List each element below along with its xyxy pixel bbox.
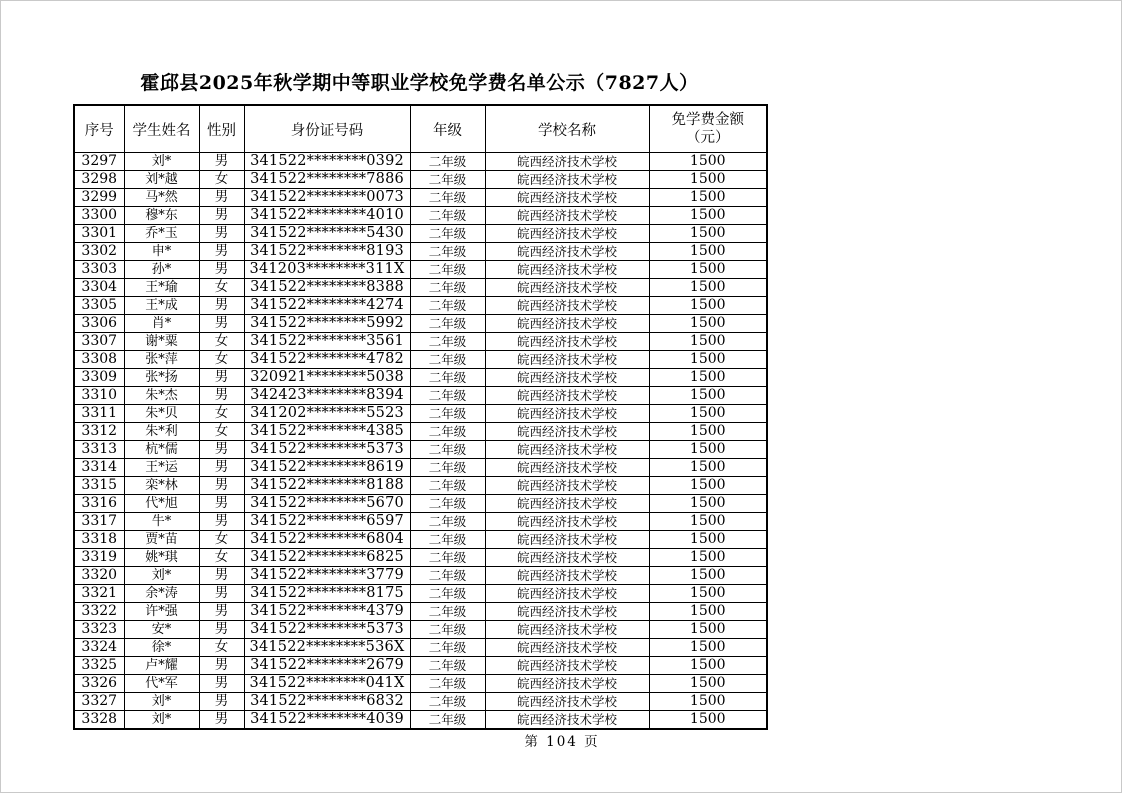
- cell-grade: 二年级: [410, 585, 485, 603]
- cell-gender: 女: [199, 531, 244, 549]
- cell-seq: 3303: [74, 261, 124, 279]
- cell-grade: 二年级: [410, 639, 485, 657]
- cell-school: 皖西经济技术学校: [485, 171, 649, 189]
- cell-gender: 男: [199, 441, 244, 459]
- cell-gender: 女: [199, 405, 244, 423]
- table-row: [74, 711, 767, 730]
- exemption-roster-table: [73, 104, 768, 730]
- cell-amount: 1500: [649, 711, 767, 730]
- cell-gender: 男: [199, 693, 244, 711]
- cell-gender: 女: [199, 423, 244, 441]
- cell-school: 皖西经济技术学校: [485, 549, 649, 567]
- cell-name: 徐*: [124, 639, 199, 657]
- column-header-seq: 序号: [74, 105, 124, 153]
- cell-grade: 二年级: [410, 621, 485, 639]
- table-row: [74, 459, 767, 477]
- cell-school: 皖西经济技术学校: [485, 297, 649, 315]
- table-row: [74, 351, 767, 369]
- cell-name: 栾*林: [124, 477, 199, 495]
- column-header-school: 学校名称: [485, 105, 649, 153]
- cell-name: 张*扬: [124, 369, 199, 387]
- cell-seq: 3314: [74, 459, 124, 477]
- cell-gender: 女: [199, 333, 244, 351]
- cell-id: 342423********8394: [244, 387, 410, 405]
- cell-id: 341522********5373: [244, 621, 410, 639]
- cell-amount: 1500: [649, 441, 767, 459]
- cell-id: 341522********3561: [244, 333, 410, 351]
- cell-gender: 男: [199, 675, 244, 693]
- cell-amount: 1500: [649, 675, 767, 693]
- cell-school: 皖西经济技术学校: [485, 333, 649, 351]
- table-row: [74, 657, 767, 675]
- cell-amount: 1500: [649, 567, 767, 585]
- cell-name: 申*: [124, 243, 199, 261]
- cell-grade: 二年级: [410, 333, 485, 351]
- cell-grade: 二年级: [410, 261, 485, 279]
- cell-name: 谢*粟: [124, 333, 199, 351]
- cell-seq: 3325: [74, 657, 124, 675]
- cell-name: 刘*: [124, 567, 199, 585]
- cell-gender: 男: [199, 495, 244, 513]
- cell-id: 341203********311X: [244, 261, 410, 279]
- cell-name: 贾*苗: [124, 531, 199, 549]
- cell-id: 341522********3779: [244, 567, 410, 585]
- cell-seq: 3305: [74, 297, 124, 315]
- cell-name: 余*涛: [124, 585, 199, 603]
- cell-id: 341522********4379: [244, 603, 410, 621]
- cell-seq: 3308: [74, 351, 124, 369]
- cell-gender: 男: [199, 603, 244, 621]
- cell-grade: 二年级: [410, 405, 485, 423]
- cell-seq: 3327: [74, 693, 124, 711]
- cell-gender: 男: [199, 153, 244, 171]
- cell-amount: 1500: [649, 333, 767, 351]
- cell-grade: 二年级: [410, 495, 485, 513]
- cell-amount: 1500: [649, 207, 767, 225]
- cell-gender: 男: [199, 207, 244, 225]
- column-header-amount-line1: 免学费金额: [671, 111, 744, 128]
- cell-school: 皖西经济技术学校: [485, 531, 649, 549]
- cell-seq: 3306: [74, 315, 124, 333]
- cell-seq: 3312: [74, 423, 124, 441]
- table-row: [74, 567, 767, 585]
- table-row: [74, 531, 767, 549]
- cell-name: 刘*: [124, 153, 199, 171]
- cell-seq: 3299: [74, 189, 124, 207]
- cell-amount: 1500: [649, 423, 767, 441]
- cell-seq: 3324: [74, 639, 124, 657]
- cell-gender: 男: [199, 315, 244, 333]
- cell-gender: 男: [199, 261, 244, 279]
- cell-school: 皖西经济技术学校: [485, 423, 649, 441]
- table-row: [74, 675, 767, 693]
- cell-amount: 1500: [649, 495, 767, 513]
- cell-seq: 3322: [74, 603, 124, 621]
- cell-grade: 二年级: [410, 603, 485, 621]
- cell-gender: 男: [199, 585, 244, 603]
- cell-amount: 1500: [649, 477, 767, 495]
- cell-gender: 女: [199, 279, 244, 297]
- cell-gender: 男: [199, 387, 244, 405]
- cell-amount: 1500: [649, 603, 767, 621]
- cell-amount: 1500: [649, 513, 767, 531]
- cell-school: 皖西经济技术学校: [485, 513, 649, 531]
- cell-gender: 女: [199, 351, 244, 369]
- cell-school: 皖西经济技术学校: [485, 441, 649, 459]
- table-row: [74, 225, 767, 243]
- cell-name: 王*成: [124, 297, 199, 315]
- cell-grade: 二年级: [410, 423, 485, 441]
- cell-seq: 3318: [74, 531, 124, 549]
- cell-grade: 二年级: [410, 225, 485, 243]
- cell-school: 皖西经济技术学校: [485, 675, 649, 693]
- cell-name: 代*军: [124, 675, 199, 693]
- cell-gender: 男: [199, 513, 244, 531]
- cell-name: 姚*琪: [124, 549, 199, 567]
- cell-grade: 二年级: [410, 315, 485, 333]
- cell-school: 皖西经济技术学校: [485, 639, 649, 657]
- cell-seq: 3316: [74, 495, 124, 513]
- cell-seq: 3319: [74, 549, 124, 567]
- cell-school: 皖西经济技术学校: [485, 405, 649, 423]
- cell-amount: 1500: [649, 243, 767, 261]
- cell-school: 皖西经济技术学校: [485, 567, 649, 585]
- table-row: [74, 297, 767, 315]
- cell-amount: 1500: [649, 189, 767, 207]
- cell-school: 皖西经济技术学校: [485, 585, 649, 603]
- cell-seq: 3323: [74, 621, 124, 639]
- table-row: [74, 549, 767, 567]
- cell-grade: 二年级: [410, 693, 485, 711]
- cell-seq: 3301: [74, 225, 124, 243]
- cell-school: 皖西经济技术学校: [485, 657, 649, 675]
- cell-name: 许*强: [124, 603, 199, 621]
- cell-school: 皖西经济技术学校: [485, 711, 649, 730]
- cell-grade: 二年级: [410, 567, 485, 585]
- cell-name: 刘*: [124, 693, 199, 711]
- cell-school: 皖西经济技术学校: [485, 279, 649, 297]
- cell-school: 皖西经济技术学校: [485, 225, 649, 243]
- cell-amount: 1500: [649, 387, 767, 405]
- cell-name: 穆*东: [124, 207, 199, 225]
- cell-grade: 二年级: [410, 369, 485, 387]
- cell-grade: 二年级: [410, 531, 485, 549]
- cell-id: 341522********8175: [244, 585, 410, 603]
- cell-amount: 1500: [649, 621, 767, 639]
- cell-seq: 3317: [74, 513, 124, 531]
- cell-seq: 3313: [74, 441, 124, 459]
- cell-amount: 1500: [649, 153, 767, 171]
- cell-id: 341522********4039: [244, 711, 410, 730]
- table-row: [74, 513, 767, 531]
- cell-gender: 女: [199, 549, 244, 567]
- cell-id: 341522********5430: [244, 225, 410, 243]
- cell-gender: 男: [199, 459, 244, 477]
- cell-grade: 二年级: [410, 189, 485, 207]
- cell-gender: 男: [199, 243, 244, 261]
- cell-amount: 1500: [649, 459, 767, 477]
- cell-grade: 二年级: [410, 279, 485, 297]
- column-header-gender: 性别: [199, 105, 244, 153]
- table-row: [74, 603, 767, 621]
- table-row: [74, 495, 767, 513]
- table-row: [74, 279, 767, 297]
- cell-grade: 二年级: [410, 297, 485, 315]
- table-row: [74, 693, 767, 711]
- cell-seq: 3302: [74, 243, 124, 261]
- cell-id: 341522********536X: [244, 639, 410, 657]
- cell-id: 341522********6832: [244, 693, 410, 711]
- cell-school: 皖西经济技术学校: [485, 243, 649, 261]
- cell-name: 张*萍: [124, 351, 199, 369]
- cell-name: 代*旭: [124, 495, 199, 513]
- cell-amount: 1500: [649, 351, 767, 369]
- cell-amount: 1500: [649, 549, 767, 567]
- cell-id: 341522********5670: [244, 495, 410, 513]
- cell-gender: 男: [199, 369, 244, 387]
- cell-seq: 3311: [74, 405, 124, 423]
- cell-gender: 男: [199, 621, 244, 639]
- cell-id: 341522********8188: [244, 477, 410, 495]
- cell-id: 341522********5992: [244, 315, 410, 333]
- cell-id: 320921********5038: [244, 369, 410, 387]
- table-row: [74, 153, 767, 171]
- cell-id: 341522********0392: [244, 153, 410, 171]
- cell-id: 341202********5523: [244, 405, 410, 423]
- cell-grade: 二年级: [410, 477, 485, 495]
- cell-id: 341522********8388: [244, 279, 410, 297]
- cell-amount: 1500: [649, 171, 767, 189]
- table-row: [74, 333, 767, 351]
- cell-grade: 二年级: [410, 153, 485, 171]
- cell-gender: 男: [199, 225, 244, 243]
- cell-gender: 男: [199, 477, 244, 495]
- cell-id: 341522********5373: [244, 441, 410, 459]
- page-title: 霍邱县2025年秋学期中等职业学校免学费名单公示（7827人）: [140, 72, 699, 94]
- cell-gender: 男: [199, 189, 244, 207]
- cell-name: 王*运: [124, 459, 199, 477]
- column-header-grade: 年级: [410, 105, 485, 153]
- cell-seq: 3310: [74, 387, 124, 405]
- cell-name: 卢*耀: [124, 657, 199, 675]
- cell-school: 皖西经济技术学校: [485, 459, 649, 477]
- cell-grade: 二年级: [410, 657, 485, 675]
- cell-amount: 1500: [649, 297, 767, 315]
- cell-id: 341522********8193: [244, 243, 410, 261]
- cell-school: 皖西经济技术学校: [485, 693, 649, 711]
- cell-seq: 3328: [74, 711, 124, 730]
- table-body: [74, 153, 767, 730]
- cell-name: 牛*: [124, 513, 199, 531]
- cell-gender: 男: [199, 657, 244, 675]
- cell-seq: 3297: [74, 153, 124, 171]
- table-row: [74, 189, 767, 207]
- cell-amount: 1500: [649, 657, 767, 675]
- cell-school: 皖西经济技术学校: [485, 207, 649, 225]
- column-header-name: 学生姓名: [124, 105, 199, 153]
- cell-grade: 二年级: [410, 513, 485, 531]
- cell-school: 皖西经济技术学校: [485, 351, 649, 369]
- cell-id: 341522********041X: [244, 675, 410, 693]
- table-row: [74, 243, 767, 261]
- cell-gender: 男: [199, 711, 244, 730]
- table-row: [74, 477, 767, 495]
- cell-name: 朱*杰: [124, 387, 199, 405]
- cell-name: 杭*儒: [124, 441, 199, 459]
- table-row: [74, 207, 767, 225]
- cell-school: 皖西经济技术学校: [485, 369, 649, 387]
- cell-school: 皖西经济技术学校: [485, 315, 649, 333]
- cell-name: 王*瑜: [124, 279, 199, 297]
- cell-seq: 3321: [74, 585, 124, 603]
- cell-school: 皖西经济技术学校: [485, 621, 649, 639]
- cell-name: 乔*玉: [124, 225, 199, 243]
- cell-amount: 1500: [649, 531, 767, 549]
- cell-amount: 1500: [649, 405, 767, 423]
- column-header-amount-line2: （元）: [686, 130, 730, 146]
- cell-grade: 二年级: [410, 675, 485, 693]
- cell-id: 341522********2679: [244, 657, 410, 675]
- cell-name: 马*然: [124, 189, 199, 207]
- cell-amount: 1500: [649, 639, 767, 657]
- cell-amount: 1500: [649, 315, 767, 333]
- cell-amount: 1500: [649, 585, 767, 603]
- table-row: [74, 621, 767, 639]
- cell-school: 皖西经济技术学校: [485, 495, 649, 513]
- cell-grade: 二年级: [410, 171, 485, 189]
- table-row: [74, 315, 767, 333]
- cell-seq: 3300: [74, 207, 124, 225]
- column-header-id: 身份证号码: [244, 105, 410, 153]
- cell-seq: 3309: [74, 369, 124, 387]
- cell-seq: 3315: [74, 477, 124, 495]
- cell-school: 皖西经济技术学校: [485, 261, 649, 279]
- cell-id: 341522********4010: [244, 207, 410, 225]
- cell-id: 341522********6804: [244, 531, 410, 549]
- cell-grade: 二年级: [410, 387, 485, 405]
- table-header: [74, 105, 767, 153]
- cell-grade: 二年级: [410, 441, 485, 459]
- cell-school: 皖西经济技术学校: [485, 153, 649, 171]
- column-header-amount: [649, 105, 767, 153]
- cell-name: 肖*: [124, 315, 199, 333]
- cell-grade: 二年级: [410, 711, 485, 730]
- cell-gender: 女: [199, 639, 244, 657]
- table-row: [74, 387, 767, 405]
- cell-gender: 男: [199, 567, 244, 585]
- table-row: [74, 261, 767, 279]
- cell-id: 341522********6825: [244, 549, 410, 567]
- cell-grade: 二年级: [410, 243, 485, 261]
- cell-name: 朱*贝: [124, 405, 199, 423]
- table-row: [74, 639, 767, 657]
- cell-name: 刘*: [124, 711, 199, 730]
- cell-id: 341522********8619: [244, 459, 410, 477]
- cell-school: 皖西经济技术学校: [485, 387, 649, 405]
- table-row: [74, 369, 767, 387]
- cell-seq: 3326: [74, 675, 124, 693]
- cell-grade: 二年级: [410, 351, 485, 369]
- table-row: [74, 423, 767, 441]
- cell-id: 341522********4274: [244, 297, 410, 315]
- page-number: 第 104 页: [524, 734, 600, 750]
- table-row: [74, 405, 767, 423]
- cell-id: 341522********4385: [244, 423, 410, 441]
- table-row: [74, 171, 767, 189]
- cell-seq: 3307: [74, 333, 124, 351]
- cell-gender: 男: [199, 297, 244, 315]
- cell-id: 341522********0073: [244, 189, 410, 207]
- cell-grade: 二年级: [410, 207, 485, 225]
- cell-id: 341522********6597: [244, 513, 410, 531]
- cell-name: 朱*利: [124, 423, 199, 441]
- cell-name: 刘*越: [124, 171, 199, 189]
- cell-grade: 二年级: [410, 549, 485, 567]
- cell-name: 安*: [124, 621, 199, 639]
- cell-school: 皖西经济技术学校: [485, 189, 649, 207]
- table-row: [74, 585, 767, 603]
- cell-school: 皖西经济技术学校: [485, 603, 649, 621]
- table-row: [74, 441, 767, 459]
- cell-id: 341522********7886: [244, 171, 410, 189]
- cell-amount: 1500: [649, 369, 767, 387]
- cell-seq: 3320: [74, 567, 124, 585]
- cell-amount: 1500: [649, 225, 767, 243]
- cell-amount: 1500: [649, 261, 767, 279]
- cell-seq: 3298: [74, 171, 124, 189]
- cell-seq: 3304: [74, 279, 124, 297]
- cell-id: 341522********4782: [244, 351, 410, 369]
- cell-amount: 1500: [649, 279, 767, 297]
- cell-amount: 1500: [649, 693, 767, 711]
- cell-name: 孙*: [124, 261, 199, 279]
- cell-grade: 二年级: [410, 459, 485, 477]
- cell-gender: 女: [199, 171, 244, 189]
- cell-school: 皖西经济技术学校: [485, 477, 649, 495]
